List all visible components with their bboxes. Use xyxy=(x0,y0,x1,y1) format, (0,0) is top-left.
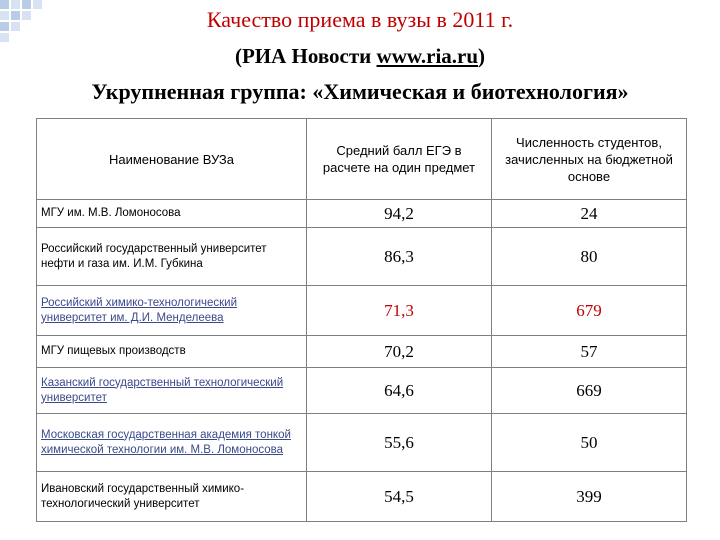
university-name: Российский государственный университет нефти и газа им. И.М. Губкина xyxy=(37,228,307,286)
source-prefix: (РИА Новости xyxy=(234,44,377,68)
count-cell: 679 xyxy=(492,286,687,336)
score-cell: 64,6 xyxy=(307,368,492,414)
score-cell: 86,3 xyxy=(307,228,492,286)
university-name: Ивановский государственный химико-технологический университет xyxy=(37,472,307,522)
column-header-name: Наименование ВУЗа xyxy=(37,119,307,200)
column-header-score: Средний балл ЕГЭ в расчете на один предмет xyxy=(307,119,492,200)
column-header-count: Численность студентов, зачисленных на бюджетной основе xyxy=(492,119,687,200)
score-cell: 71,3 xyxy=(307,286,492,336)
table-row xyxy=(37,286,687,336)
university-name-link[interactable]: Казанский государственный технологический университет xyxy=(37,368,307,414)
score-cell: 55,6 xyxy=(307,414,492,472)
page-subtitle: Укрупненная группа: «Химическая и биотехнология» xyxy=(91,79,629,104)
count-cell: 50 xyxy=(492,414,687,472)
source-suffix: ) xyxy=(478,44,486,68)
table-row xyxy=(37,336,687,368)
university-name-link[interactable]: Московская государственная академия тонкой химической технологии им. М.В. Ломоносова xyxy=(37,414,307,472)
table-row xyxy=(37,228,687,286)
source-line xyxy=(0,44,720,68)
count-cell: 669 xyxy=(492,368,687,414)
university-name: МГУ им. М.В. Ломоносова xyxy=(37,200,307,228)
score-cell: 94,2 xyxy=(307,200,492,228)
university-name: МГУ пищевых производств xyxy=(37,336,307,368)
table-row xyxy=(37,414,687,472)
table-row xyxy=(37,368,687,414)
count-cell: 399 xyxy=(492,472,687,522)
university-name-link[interactable]: Российский химико-технологический университет им. Д.И. Менделеева xyxy=(37,286,307,336)
table-row xyxy=(37,472,687,522)
table-row xyxy=(37,200,687,228)
score-cell: 70,2 xyxy=(307,336,492,368)
count-cell: 80 xyxy=(492,228,687,286)
universities-table xyxy=(36,118,687,522)
page-title: Качество приема в вузы в 2011 г. xyxy=(206,7,514,32)
count-cell: 57 xyxy=(492,336,687,368)
table-header-row xyxy=(37,119,687,200)
count-cell: 24 xyxy=(492,200,687,228)
score-cell: 54,5 xyxy=(307,472,492,522)
source-link[interactable]: www.ria.ru xyxy=(376,44,479,68)
